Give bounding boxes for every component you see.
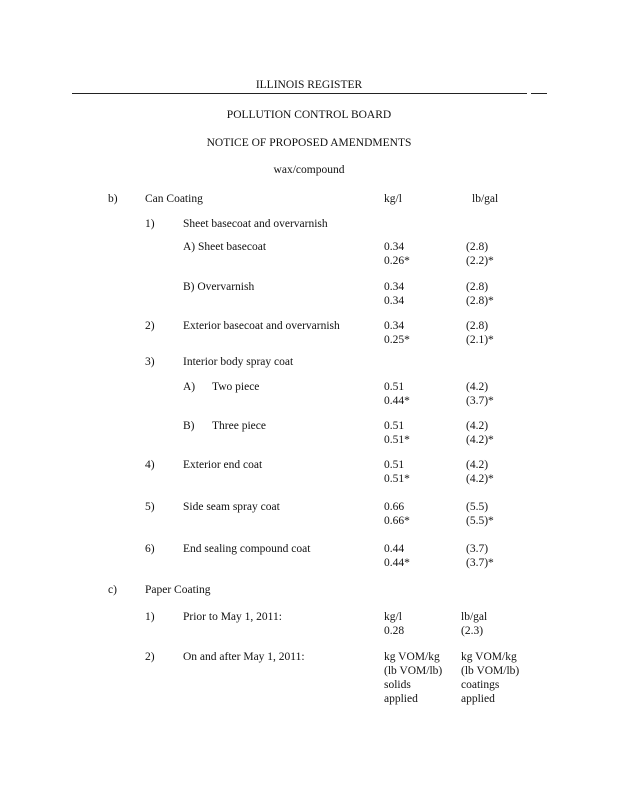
section-b-title: Can Coating (145, 193, 203, 205)
b-item5-num: 5) (145, 501, 155, 513)
b-item1b-lb1: (2.8) (466, 281, 489, 293)
section-b-letter: b) (108, 193, 118, 205)
c-item2-num: 2) (145, 651, 155, 663)
b-item5-lb1: (5.5) (466, 501, 489, 513)
c-item2-col1-line3: solids (384, 679, 411, 691)
b-item6-lb1: (3.7) (466, 543, 489, 555)
b-item1b-label: B) Overvarnish (183, 281, 255, 293)
c-item1-title: Prior to May 1, 2011: (183, 611, 282, 623)
b-item6-kg2: 0.44* (384, 557, 410, 569)
b-item2-kg2: 0.25* (384, 334, 410, 346)
b-item3b-letter: B) (183, 420, 195, 432)
b-item5-kg1: 0.66 (384, 501, 405, 513)
b-item3-num: 3) (145, 356, 155, 368)
b-item1a-kg1: 0.34 (384, 241, 405, 253)
b-item5-kg2: 0.66* (384, 515, 410, 527)
b-item3a-letter: A) (183, 381, 196, 393)
c-item2-col1-line2: (lb VOM/lb) (384, 665, 443, 677)
b-item6-num: 6) (145, 543, 155, 555)
b-item2-kg1: 0.34 (384, 320, 405, 332)
header-rule (72, 93, 527, 94)
notice-title: NOTICE OF PROPOSED AMENDMENTS (206, 137, 412, 149)
b-item4-title: Exterior end coat (183, 459, 263, 471)
b-item1-title: Sheet basecoat and overvarnish (183, 218, 328, 230)
section-c-letter: c) (108, 584, 117, 596)
c-item1-lb: (2.3) (461, 625, 484, 637)
b-item3a-kg2: 0.44* (384, 395, 410, 407)
b-item3b-label: Three piece (212, 420, 266, 432)
b-item6-lb2: (3.7)* (466, 557, 494, 569)
c-item1-unit-lb: lb/gal (461, 611, 488, 623)
c-item2-col2-line4: applied (461, 693, 495, 705)
b-item3b-lb1: (4.2) (466, 420, 489, 432)
carryover-text: wax/compound (273, 164, 345, 176)
b-item2-lb1: (2.8) (466, 320, 489, 332)
b-item3a-lb2: (3.7)* (466, 395, 494, 407)
c-item2-title: On and after May 1, 2011: (183, 651, 305, 663)
b-item3-title: Interior body spray coat (183, 356, 294, 368)
b-item3b-kg2: 0.51* (384, 434, 410, 446)
b-item2-title: Exterior basecoat and overvarnish (183, 320, 340, 332)
b-item1a-kg2: 0.26* (384, 255, 410, 267)
c-item2-col1-line1: kg VOM/kg (384, 651, 440, 663)
c-item1-unit-kg: kg/l (384, 611, 402, 623)
c-item2-col2-line1: kg VOM/kg (461, 651, 517, 663)
b-item5-title: Side seam spray coat (183, 501, 280, 513)
section-c-title: Paper Coating (145, 584, 211, 596)
c-item1-kg: 0.28 (384, 625, 405, 637)
b-item2-num: 2) (145, 320, 155, 332)
b-item6-kg1: 0.44 (384, 543, 405, 555)
b-item1b-kg2: 0.34 (384, 295, 405, 307)
c-item1-num: 1) (145, 611, 155, 623)
b-item3a-label: Two piece (212, 381, 260, 393)
page-number-rule (531, 93, 547, 94)
b-item3a-lb1: (4.2) (466, 381, 489, 393)
b-item3a-kg1: 0.51 (384, 381, 405, 393)
b-item4-num: 4) (145, 459, 155, 471)
b-item4-lb1: (4.2) (466, 459, 489, 471)
b-item1a-lb2: (2.2)* (466, 255, 494, 267)
section-b-unit-kg: kg/l (384, 193, 402, 205)
c-item2-col1-line4: applied (384, 693, 418, 705)
b-item1b-kg1: 0.34 (384, 281, 405, 293)
c-item2-col2-line2: (lb VOM/lb) (461, 665, 520, 677)
b-item6-title: End sealing compound coat (183, 543, 311, 555)
b-item4-kg2: 0.51* (384, 473, 410, 485)
b-item1a-lb1: (2.8) (466, 241, 489, 253)
b-item3b-kg1: 0.51 (384, 420, 405, 432)
b-item4-kg1: 0.51 (384, 459, 405, 471)
b-item3b-lb2: (4.2)* (466, 434, 494, 446)
b-item5-lb2: (5.5)* (466, 515, 494, 527)
register-title: ILLINOIS REGISTER (255, 79, 363, 91)
section-b-unit-lb: lb/gal (472, 193, 499, 205)
b-item1-num: 1) (145, 218, 155, 230)
b-item1a-label: A) Sheet basecoat (183, 241, 267, 253)
b-item4-lb2: (4.2)* (466, 473, 494, 485)
board-name: POLLUTION CONTROL BOARD (226, 109, 392, 121)
b-item1b-lb2: (2.8)* (466, 295, 494, 307)
c-item2-col2-line3: coatings (461, 679, 500, 691)
b-item2-lb2: (2.1)* (466, 334, 494, 346)
